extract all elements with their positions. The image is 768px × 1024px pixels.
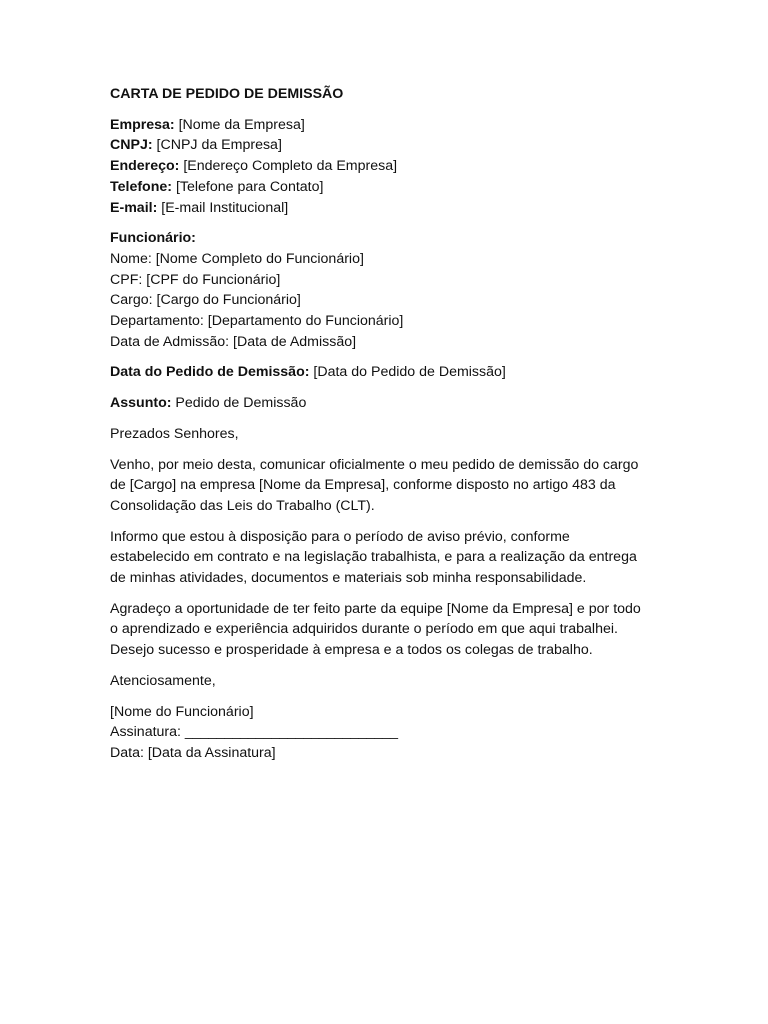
company-cnpj-label: CNPJ: (110, 137, 153, 154)
employee-cpf: CPF: [CPF do Funcionário] (110, 271, 281, 288)
company-name-label: Empresa: (110, 116, 175, 133)
subject-line (110, 393, 650, 414)
subject-label: Assunto: (110, 395, 172, 412)
signature-block (110, 702, 650, 764)
body-paragraph-1: Venho, por meio desta, comunicar oficialmente o meu pedido de demissão do cargo de [Cargo] na empresa [Nome da Empresa], conforme disposto no artigo 483 da Consolidação das Leis do Trabalho (CLT). (110, 456, 639, 514)
employee-info (110, 228, 650, 352)
subject-value: Pedido de Demissão (171, 395, 307, 412)
company-email-label: E-mail: (110, 199, 158, 216)
document-page (110, 84, 650, 774)
company-cnpj-line (110, 135, 650, 156)
body-paragraph-3: Agradeço a oportunidade de ter feito parte da equipe [Nome da Empresa] e por todo o aprendizado e experiência adquiridos durante o período em que aqui trabalhei. Desejo sucesso e prosperidade à empresa e a todos os colegas de trabalho. (110, 600, 641, 659)
company-address-label: Endereço: (110, 158, 180, 175)
company-name-line (110, 115, 650, 136)
company-email-value: [E-mail Institucional] (157, 199, 289, 216)
salutation: Prezados Senhores, (110, 425, 239, 442)
request-date-line (110, 362, 650, 383)
body-paragraph-2: Informo que estou à disposição para o período de aviso prévio, conforme estabelecido em contrato e na legislação trabalhista, e para a realização da entrega de minhas atividades, documentos e materiais sob minha responsabilidade. (110, 528, 637, 587)
signature-date: Data: [Data da Assinatura] (110, 744, 276, 761)
company-address-value: [Endereço Completo da Empresa] (179, 158, 398, 175)
company-phone-line (110, 177, 650, 198)
company-phone-label: Telefone: (110, 178, 173, 195)
company-address-line (110, 156, 650, 177)
company-info (110, 115, 650, 219)
company-name-value: [Nome da Empresa] (174, 116, 305, 133)
employee-name: Nome: [Nome Completo do Funcionário] (110, 250, 364, 267)
request-date-value: [Data do Pedido de Demissão] (309, 364, 506, 381)
signature-line: Assinatura: ___________________________ (110, 724, 398, 741)
request-date-label: Data do Pedido de Demissão: (110, 364, 310, 381)
company-phone-value: [Telefone para Contato] (172, 178, 324, 195)
employee-role: Cargo: [Cargo do Funcionário] (110, 292, 301, 309)
signature-name: [Nome do Funcionário] (110, 703, 254, 720)
company-cnpj-value: [CNPJ da Empresa] (152, 137, 282, 154)
employee-admission-date: Data de Admissão: [Data de Admissão] (110, 333, 357, 350)
closing: Atenciosamente, (110, 672, 216, 689)
employee-department: Departamento: [Departamento do Funcionário] (110, 313, 404, 330)
company-email-line (110, 198, 650, 219)
employee-heading: Funcionário: (110, 230, 196, 247)
document-title: CARTA DE PEDIDO DE DEMISSÃO (110, 86, 344, 102)
